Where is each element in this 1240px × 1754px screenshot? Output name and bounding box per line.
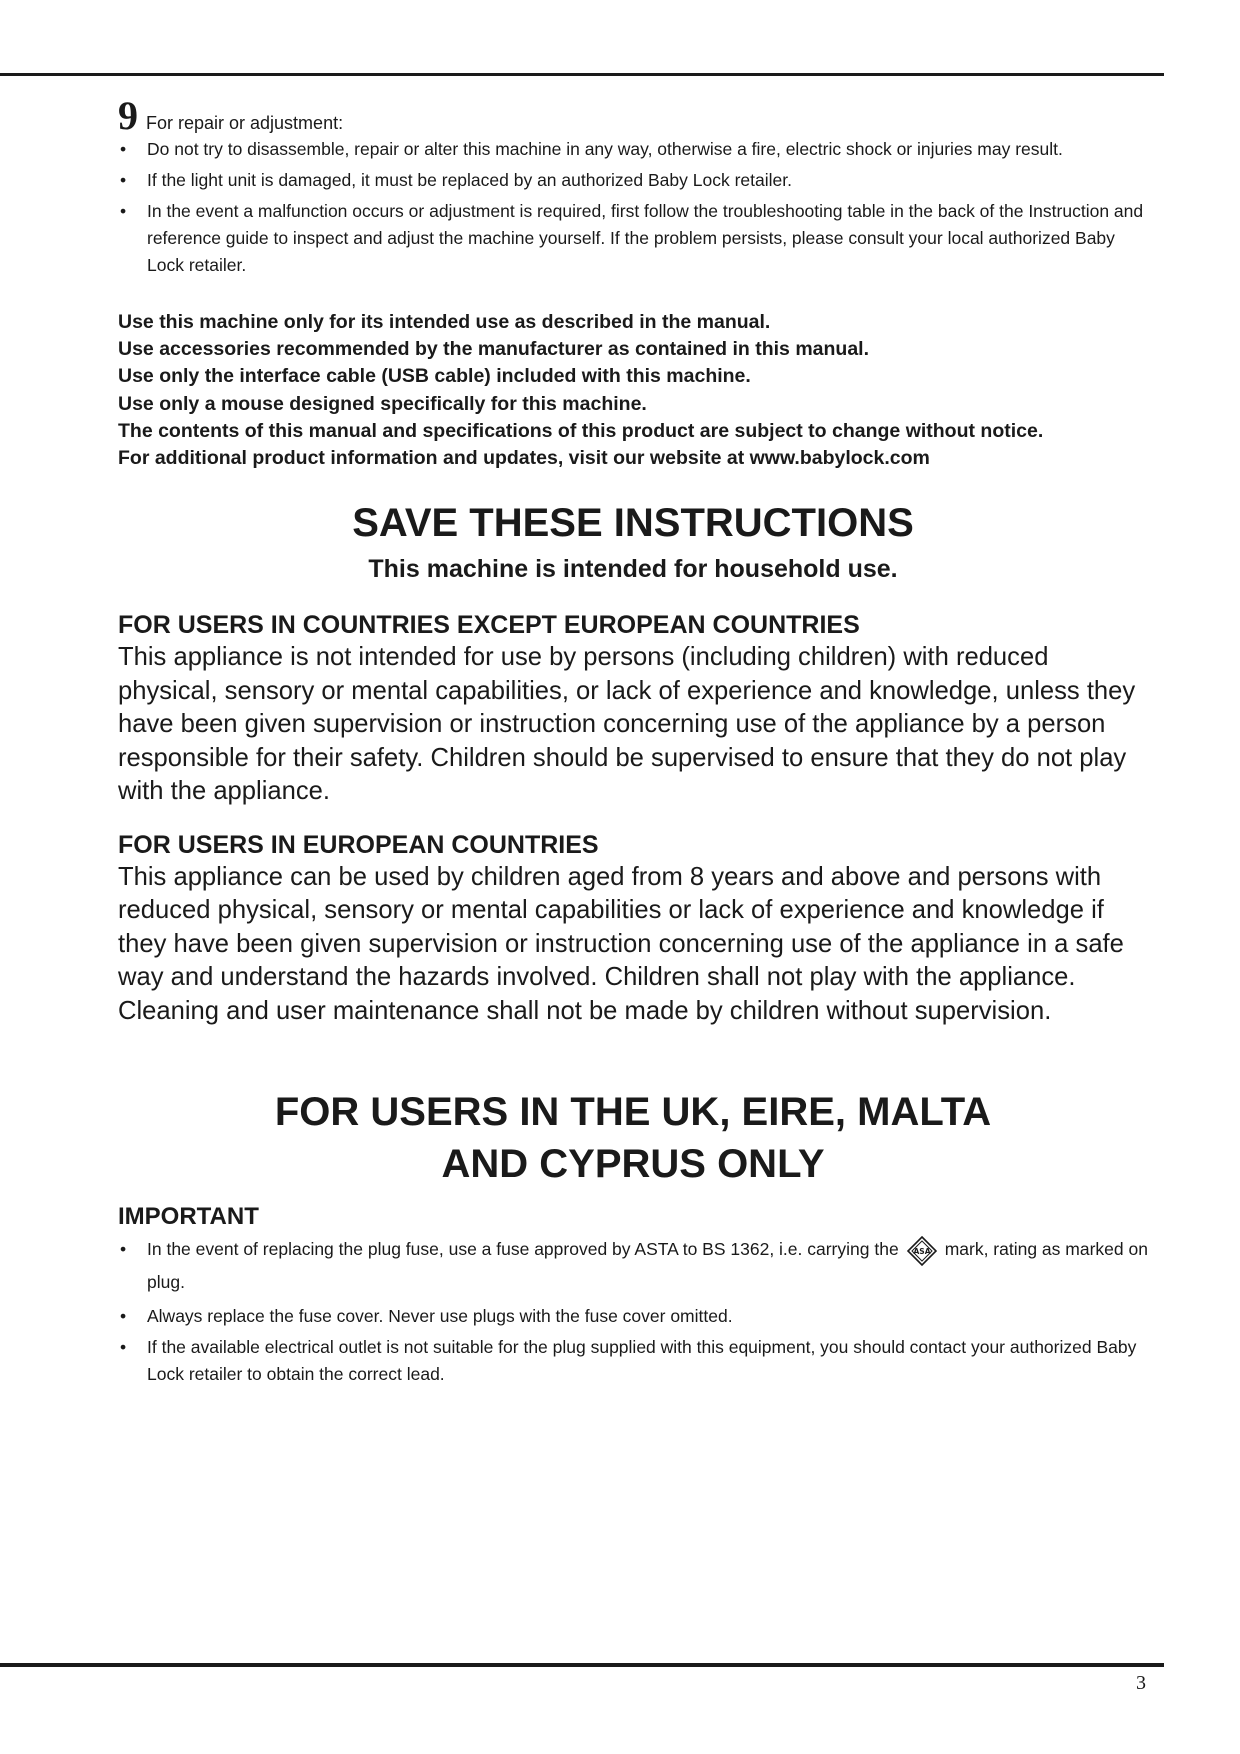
uk-title-line-1: FOR USERS IN THE UK, EIRE, MALTA	[274, 1090, 992, 1135]
notice-line: Use only a mouse designed specifically for this machine.	[118, 392, 647, 415]
non-european-body: This appliance is not intended for use by persons (including children) with reduced physical, sensory or mental capabilities, or lack of experience and knowledge, unless they have been given supervision or instruction concerning use of the appliance by a person responsible for their safety. Children should be supervised to ensure that they do not play with the appliance.	[118, 643, 1136, 806]
notice-line: Use accessories recommended by the manufacturer as contained in this manual.	[118, 338, 870, 361]
asta-mark-icon	[907, 1236, 937, 1266]
repair-bullet-list	[118, 136, 1148, 279]
uk-bullet-list	[118, 1233, 1148, 1388]
section-9-header	[118, 93, 1148, 138]
section-title: For repair or adjustment:	[146, 113, 344, 133]
european-body: This appliance can be used by children aged from 8 years and above and persons with reduced physical, sensory or mental capabilities or lack of experience and knowledge if they have been given supervision or instruction concerning use of the appliance in a safe way and understand the hazards involved. Children shall not play with the appliance. Cleaning and user maintenance shall not be made by children without supervision.	[118, 862, 1124, 1025]
notice-line: Use this machine only for its intended use as described in the manual.	[118, 311, 771, 333]
list-item	[118, 1233, 1148, 1299]
list-item: • In the event a malfunction occurs or adjustment is required, first follow the troubleshooting table in the back of the Instruction and reference guide to inspect and adjust the machine yourself. If the problem persists, please consult your local authorized Baby Lock retailer.	[118, 198, 1148, 279]
page-number: 3	[1136, 1672, 1146, 1694]
list-item: • If the light unit is damaged, it must be replaced by an authorized Baby Lock retailer.	[118, 167, 1148, 194]
household-use-subtitle: This machine is intended for household use.	[368, 555, 898, 584]
notice-line: Use only the interface cable (USB cable) included with this machine.	[118, 365, 751, 388]
list-item: • Always replace the fuse cover. Never use plugs with the fuse cover omitted.	[118, 1303, 1148, 1330]
uk-title-line-2: AND CYPRUS ONLY	[441, 1142, 825, 1187]
section-number: 9	[118, 93, 138, 138]
page-content	[118, 93, 1148, 1392]
notice-line: The contents of this manual and specifications of this product are subject to change without notice.	[118, 419, 1044, 442]
uk-section-title	[118, 1086, 1148, 1190]
fuse-text-after: mark, rating as marked on plug.	[147, 1239, 1148, 1293]
asta-mark-label: ASA	[913, 1246, 931, 1256]
top-rule	[0, 73, 1164, 76]
non-european-heading: FOR USERS IN COUNTRIES EXCEPT EUROPEAN COUNTRIES	[118, 611, 860, 640]
important-label: IMPORTANT	[118, 1203, 259, 1231]
european-heading: FOR USERS IN EUROPEAN COUNTRIES	[118, 830, 599, 859]
list-item: • Do not try to disassemble, repair or alter this machine in any way, otherwise a fire, electric shock or injuries may result.	[118, 136, 1148, 163]
save-instructions-title: SAVE THESE INSTRUCTIONS	[352, 501, 914, 546]
list-item: • If the available electrical outlet is not suitable for the plug supplied with this equipment, you should contact your authorized Baby Lock retailer to obtain the correct lead.	[118, 1334, 1148, 1388]
notice-line: For additional product information and updates, visit our website at www.babylock.com	[118, 447, 930, 470]
usage-notices	[118, 309, 1148, 472]
bottom-rule	[0, 1663, 1164, 1667]
fuse-text-before: In the event of replacing the plug fuse, use a fuse approved by ASTA to BS 1362, i.e. carrying the	[147, 1239, 899, 1260]
